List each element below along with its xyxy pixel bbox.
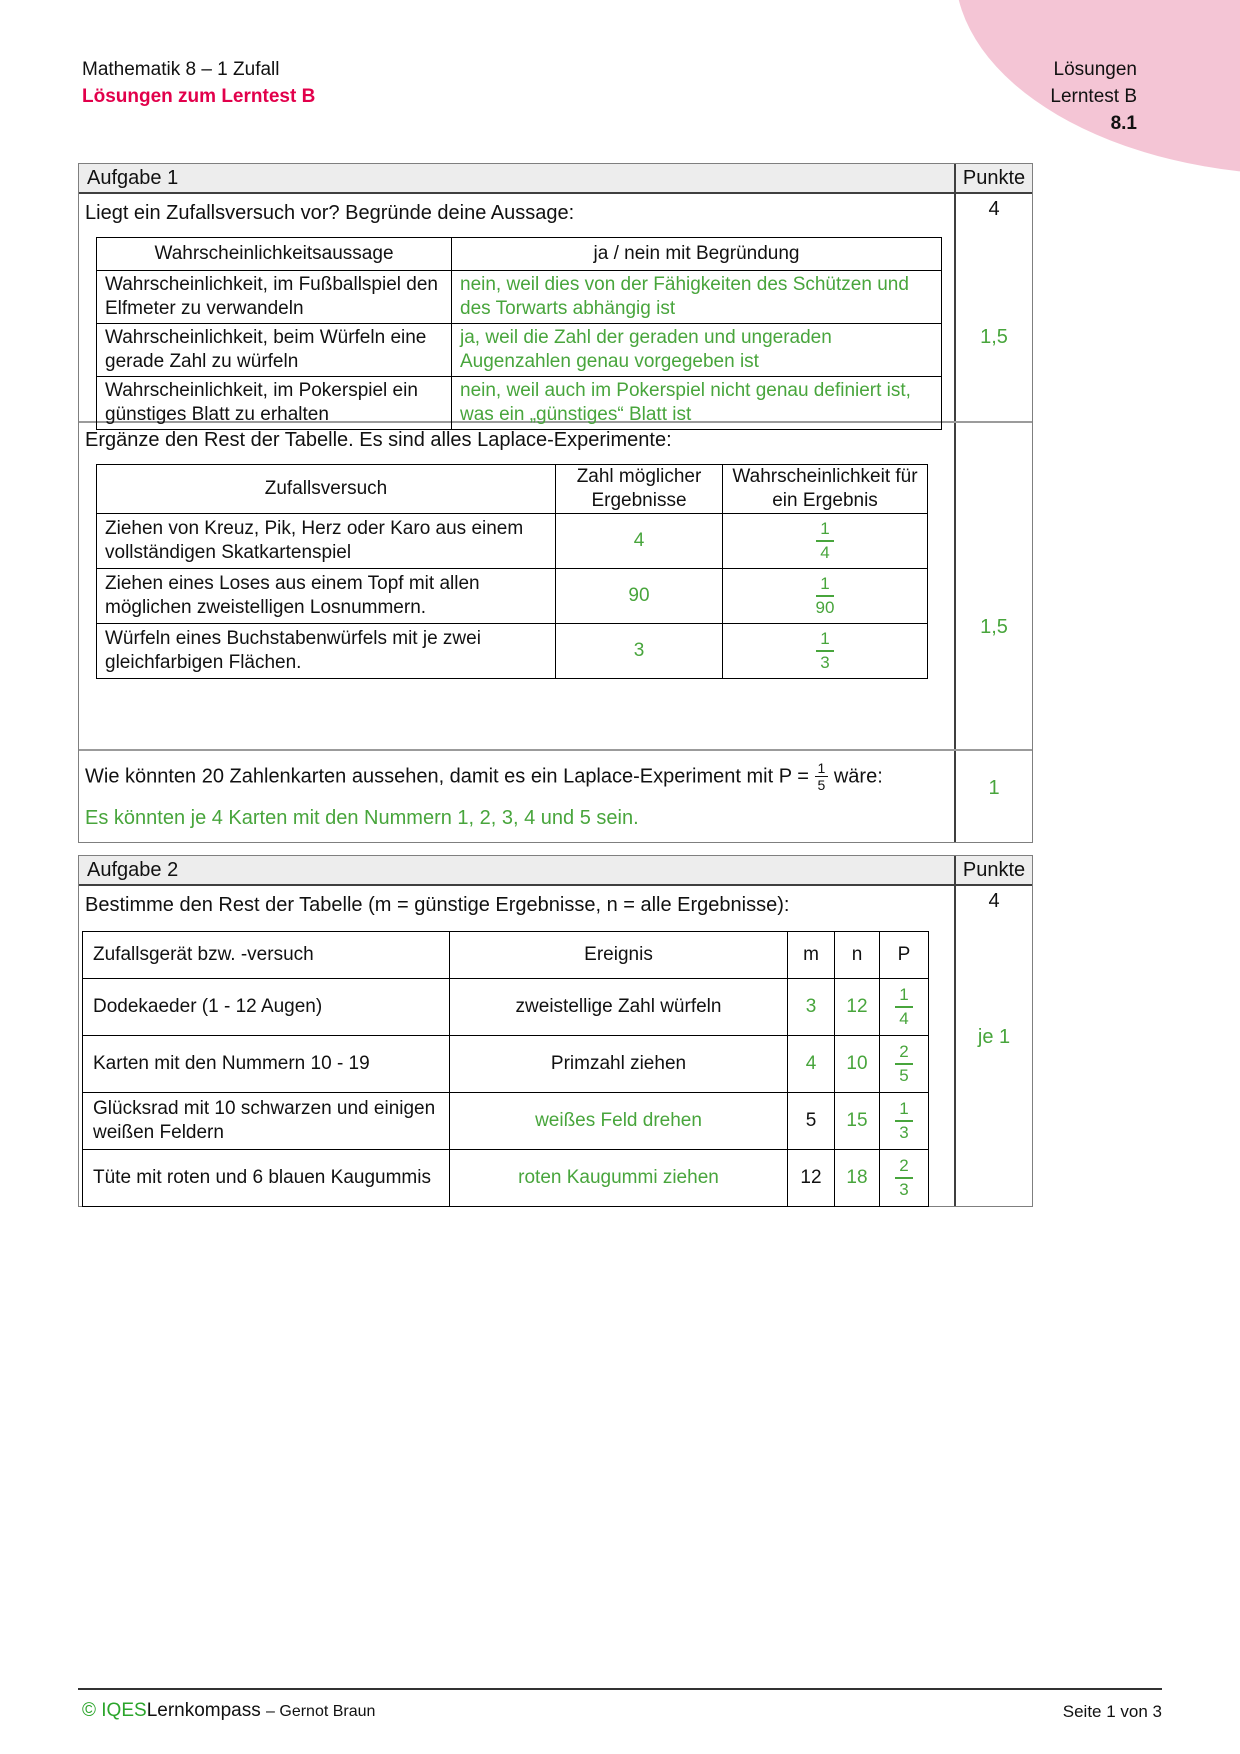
col-header-experiment: Zufallsversuch: [97, 465, 556, 514]
task1-q1-row: [79, 194, 1032, 425]
cell-answer: nein, weil dies von der Fähigkeiten des Schützen und des Torwarts abhängig ist: [452, 271, 942, 324]
cell-p: [880, 1036, 929, 1093]
cell-device: Tüte mit roten und 6 blauen Kaugummis: [83, 1150, 450, 1207]
task2-points-each: je 1: [977, 1026, 1011, 1048]
col-header-statement: Wahrscheinlichkeitsaussage: [97, 238, 452, 271]
header-left: [82, 56, 315, 110]
fraction-denominator: 5: [899, 1066, 909, 1085]
cell-probability: [723, 514, 928, 569]
task1-q2-points: 1,5: [980, 616, 1008, 638]
footer-page-number: Seite 1 von 3: [1062, 1702, 1162, 1721]
col-header-count: Zahl möglicher Ergebnisse: [556, 465, 723, 514]
task1-q1-prompt: Liegt ein Zufallsversuch vor? Begründe deine Aussage:: [85, 202, 575, 224]
corner-label-1: Lösungen: [1053, 59, 1137, 80]
task1-total-points: 4: [988, 198, 1000, 220]
table-header-row: [97, 465, 928, 514]
task1-q3-row: [79, 749, 1032, 842]
footer-divider: [78, 1688, 1162, 1690]
cell-p: [880, 1150, 929, 1207]
task1-q1-content: [79, 194, 954, 425]
fraction-denominator: 90: [815, 598, 835, 617]
task2-box: [78, 855, 1033, 1207]
cell-device: Glücksrad mit 10 schwarzen und einigen weißen Feldern: [83, 1093, 450, 1150]
cell-answer: ja, weil die Zahl der geraden und ungeraden Augenzahlen genau vorgegeben ist: [452, 324, 942, 377]
task1-q2-points-cell: [954, 423, 1032, 749]
cell-event: Primzahl ziehen: [450, 1036, 788, 1093]
task1-q2-row: [79, 421, 1032, 749]
cell-statement: Wahrscheinlichkeit, im Fußballspiel den Elfmeter zu verwandeln: [97, 271, 452, 324]
fraction-numerator: 1: [895, 1099, 912, 1122]
task1-q2-prompt: Ergänze den Rest der Tabelle. Es sind alles Laplace-Experimente:: [85, 429, 672, 451]
table-row: [97, 271, 942, 324]
cell-experiment: Ziehen von Kreuz, Pik, Herz oder Karo aus einem vollständigen Skatkartenspiel: [97, 514, 556, 569]
cell-device: Dodekaeder (1 - 12 Augen): [83, 979, 450, 1036]
fraction: [816, 629, 833, 673]
task2-total-points: 4: [988, 890, 1000, 912]
task2-points-label: Punkte: [954, 856, 1032, 884]
table-header-row: [97, 238, 942, 271]
task1-q1-points-cell: [954, 194, 1032, 421]
task1-header: [79, 164, 1032, 194]
col-header-p: P: [880, 932, 929, 979]
fraction: [895, 985, 912, 1029]
task1-q3-prompt: [85, 761, 954, 793]
fraction-numerator: 2: [895, 1042, 912, 1065]
col-header-answer: ja / nein mit Begründung: [452, 238, 942, 271]
cell-n: 12: [835, 979, 880, 1036]
cell-n: 15: [835, 1093, 880, 1150]
course-title: Mathematik 8 – 1 Zufall: [82, 59, 280, 80]
table-row: [83, 979, 929, 1036]
task2-header: [79, 856, 1032, 886]
cell-event: zweistellige Zahl würfeln: [450, 979, 788, 1036]
col-header-n: n: [835, 932, 880, 979]
col-header-m: m: [788, 932, 835, 979]
prompt-text: Wie könnten 20 Zahlenkarten aussehen, damit es ein Laplace-Experiment mit P =: [85, 765, 809, 788]
task1-q3-content: [79, 751, 954, 842]
fraction-numerator: 2: [895, 1156, 912, 1179]
task1-q2-content: [79, 423, 954, 749]
task2-points-cell: [954, 886, 1032, 1206]
cell-event: roten Kaugummi ziehen: [450, 1150, 788, 1207]
table-row: [97, 377, 942, 430]
task1-q3-points: 1: [988, 777, 1000, 799]
col-header-probability: Wahrscheinlichkeit für ein Ergebnis: [723, 465, 928, 514]
cell-event: weißes Feld drehen: [450, 1093, 788, 1150]
brand-iqes: IQES: [101, 1700, 147, 1721]
fraction: [895, 1099, 912, 1143]
cell-p: [880, 1093, 929, 1150]
task2-prompt: Bestimme den Rest der Tabelle (m = günstige Ergebnisse, n = alle Ergebnisse):: [85, 894, 790, 916]
probability-statements-table: [96, 237, 942, 430]
fraction-numerator: 1: [816, 629, 833, 652]
fraction-denominator: 3: [899, 1123, 909, 1142]
task2-title: Aufgabe 2: [87, 859, 179, 881]
brand-lernkompass: Lernkompass: [146, 1700, 261, 1721]
copyright-icon: ©: [82, 1700, 96, 1721]
task1-q3-answer: Es könnten je 4 Karten mit den Nummern 1, 2, 3, 4 und 5 sein.: [85, 807, 639, 829]
cell-answer: nein, weil auch im Pokerspiel nicht genau definiert ist, was ein „günstiges“ Blatt ist: [452, 377, 942, 430]
task2-content: [79, 886, 954, 1206]
cell-n: 18: [835, 1150, 880, 1207]
cell-experiment: Ziehen eines Loses aus einem Topf mit allen möglichen zweistelligen Losnummern.: [97, 569, 556, 624]
task1-q1-points: 1,5: [980, 326, 1008, 348]
fraction-numerator: 1: [816, 519, 833, 542]
table-row: [97, 569, 928, 624]
cell-probability: [723, 624, 928, 679]
cell-count: 90: [556, 569, 723, 624]
fraction-numerator: 1: [815, 761, 829, 777]
task1-points-label: Punkte: [954, 164, 1032, 192]
cell-n: 10: [835, 1036, 880, 1093]
fraction: [895, 1042, 912, 1086]
table-row: [83, 1036, 929, 1093]
footer-author: – Gernot Braun: [266, 1703, 376, 1720]
cell-statement: Wahrscheinlichkeit, im Pokerspiel ein günstiges Blatt zu erhalten: [97, 377, 452, 430]
cell-count: 4: [556, 514, 723, 569]
corner-label-2: Lerntest B: [1050, 86, 1137, 107]
task2-row: [79, 886, 1032, 1206]
cell-device: Karten mit den Nummern 10 - 19: [83, 1036, 450, 1093]
fraction: [815, 761, 829, 793]
cell-m: 12: [788, 1150, 835, 1207]
table-row: [83, 1093, 929, 1150]
corner-code: 8.1: [1110, 113, 1137, 134]
sheet-subtitle: Lösungen zum Lerntest B: [82, 86, 316, 107]
header-corner-labels: [1050, 56, 1137, 137]
cell-m: 4: [788, 1036, 835, 1093]
fraction: [816, 519, 833, 563]
table-row: [97, 624, 928, 679]
cell-probability: [723, 569, 928, 624]
col-header-device: Zufallsgerät bzw. -versuch: [83, 932, 450, 979]
events-table: [82, 931, 929, 1207]
fraction-numerator: 1: [816, 574, 835, 597]
laplace-table: [96, 464, 928, 679]
task1-box: [78, 163, 1033, 843]
cell-m: 5: [788, 1093, 835, 1150]
table-row: [97, 324, 942, 377]
task1-title: Aufgabe 1: [87, 167, 179, 189]
table-row: [97, 514, 928, 569]
cell-p: [880, 979, 929, 1036]
fraction-denominator: 4: [820, 543, 830, 562]
fraction: [895, 1156, 912, 1200]
task1-q3-points-cell: [954, 751, 1032, 842]
col-header-event: Ereignis: [450, 932, 788, 979]
fraction-denominator: 4: [899, 1009, 909, 1028]
cell-count: 3: [556, 624, 723, 679]
table-row: [83, 1150, 929, 1207]
cell-experiment: Würfeln eines Buchstabenwürfels mit je zwei gleichfarbigen Flächen.: [97, 624, 556, 679]
fraction-denominator: 5: [817, 777, 826, 793]
fraction-denominator: 3: [820, 653, 830, 672]
fraction-denominator: 3: [899, 1180, 909, 1199]
cell-statement: Wahrscheinlichkeit, beim Würfeln eine gerade Zahl zu würfeln: [97, 324, 452, 377]
fraction-numerator: 1: [895, 985, 912, 1008]
cell-m: 3: [788, 979, 835, 1036]
prompt-text: wäre:: [833, 765, 883, 788]
footer-brand: [82, 1700, 375, 1722]
fraction: [816, 574, 835, 618]
table-header-row: [83, 932, 929, 979]
